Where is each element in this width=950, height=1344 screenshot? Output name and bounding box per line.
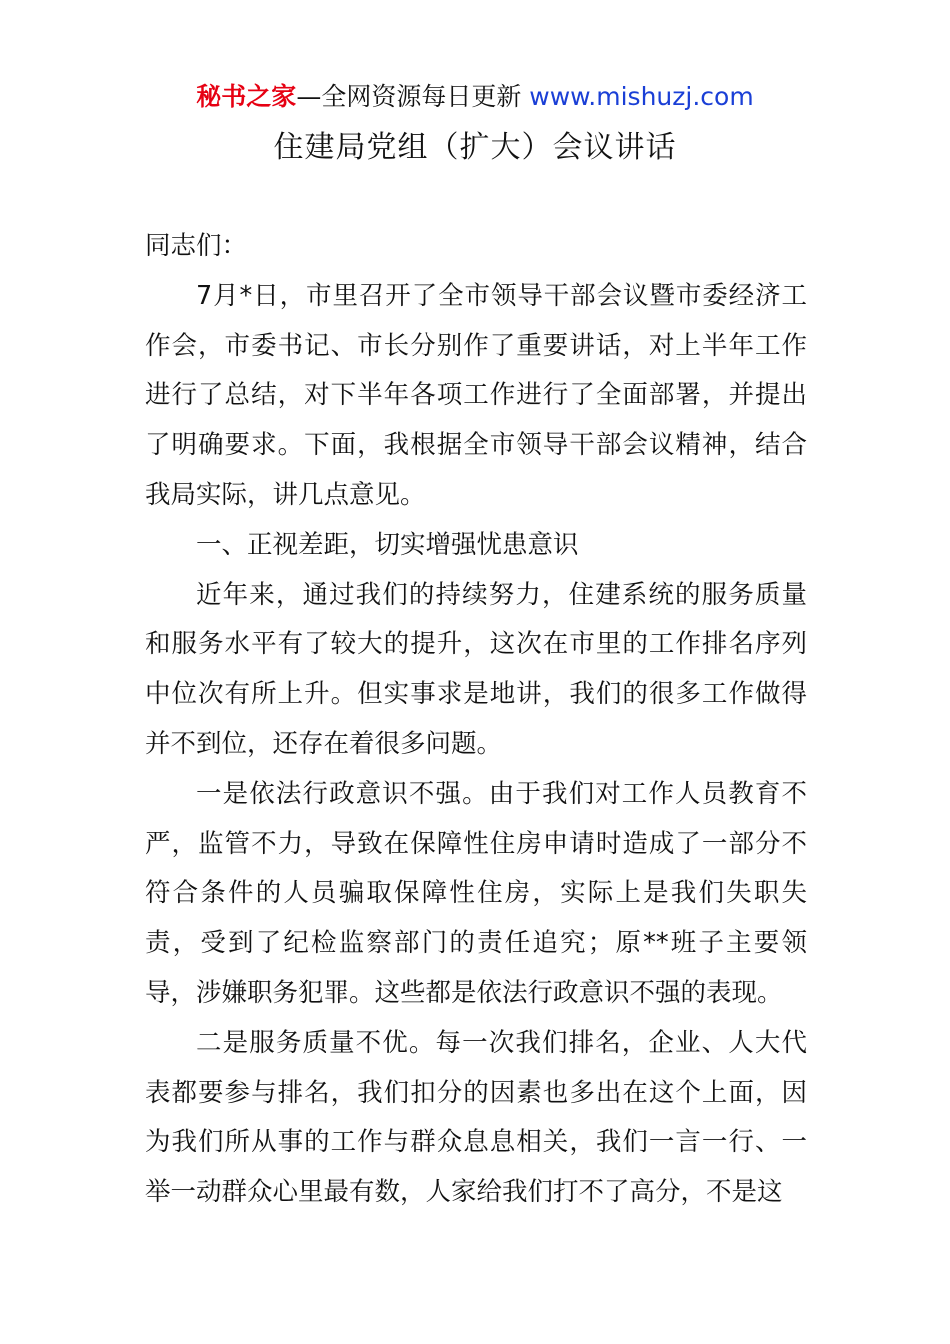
brand-name: 秘书之家 [196, 82, 297, 111]
site-tagline: —全网资源每日更新 [296, 82, 530, 111]
document-body [145, 222, 807, 1218]
site-header [0, 80, 950, 114]
salutation: 同志们： [145, 231, 248, 261]
document-title: 住建局党组（扩大）会议讲话 [273, 130, 677, 165]
paragraph-point-one: 一是依法行政意识不强。由于我们对工作人员教育不严，监管不力，导致在保障性住房申请时造成了一部分不符合条件的人员骗取保障性住房，实际上是我们失职失责，受到了纪检监察部门的责任追究；原**班子主要领导，涉嫌职务犯罪。这些都是依法行政意识不强的表现。 [145, 778, 807, 1008]
paragraph-intro: 7月*日，市里召开了全市领导干部会议暨市委经济工作会，市委书记、市长分别作了重要讲话，对上半年工作进行了总结，对下半年各项工作进行了全面部署，并提出了明确要求。下面，我根据全市领导干部会议精神，结合我局实际，讲几点意见。 [145, 280, 807, 510]
paragraph-overview: 近年来，通过我们的持续努力，住建系统的服务质量和服务水平有了较大的提升，这次在市里的工作排名序列中位次有所上升。但实事求是地讲，我们的很多工作做得并不到位，还存在着很多问题。 [145, 579, 807, 759]
section-heading: 一、正视差距，切实增强忧患意识 [196, 529, 579, 560]
paragraph-point-two: 二是服务质量不优。每一次我们排名，企业、人大代表都要参与排名，我们扣分的因素也多出在这个上面，因为我们所从事的工作与群众息息相关，我们一言一行、一举一动群众心里最有数，人家给我们打不了高分，不是这 [145, 1027, 807, 1208]
site-url-link[interactable]: www.mishuzj.com [529, 82, 754, 111]
